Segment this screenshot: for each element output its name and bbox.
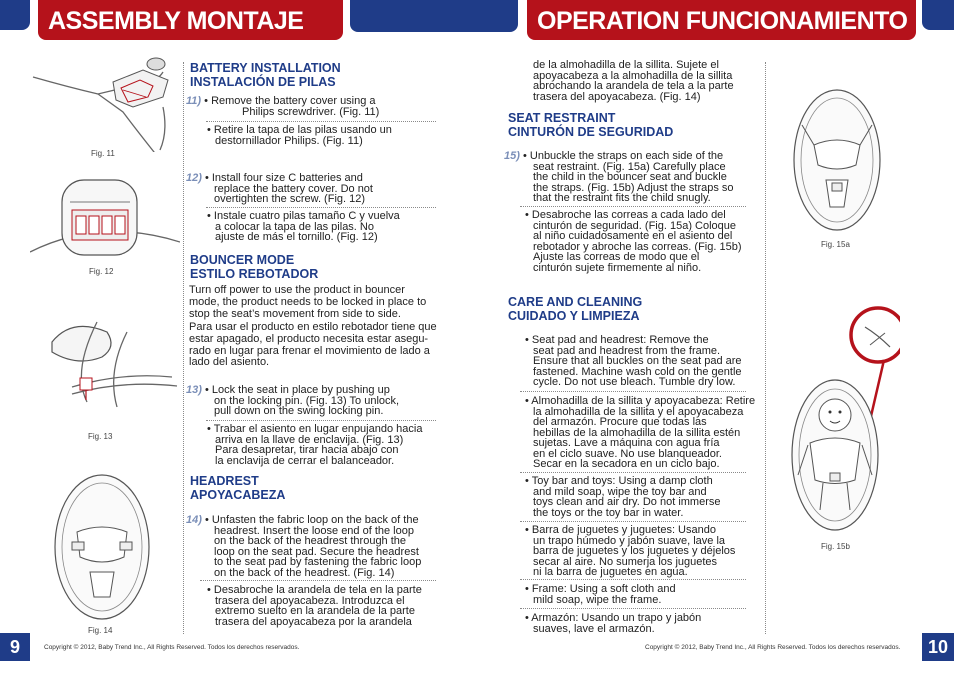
step-14-en-line: headrest. Insert the loose end of the loop xyxy=(214,524,414,537)
care-line: fastened. Machine wash cold on the gentle xyxy=(533,365,742,378)
step-12-es-line: a colocar la tapa de las pilas. No xyxy=(215,220,374,233)
step-14-en-line: to the seat pad by fastening the fabric loop xyxy=(214,556,422,568)
care-line: secar al aire. No sumerja los juguetes xyxy=(533,555,718,568)
divider xyxy=(520,579,746,580)
figure-15a-caption: Fig. 15a xyxy=(821,240,850,249)
step-15-en-line: that the restraint fits the child snugly. xyxy=(533,192,711,204)
care-item-toys-en xyxy=(525,476,720,518)
step-14-es-line: trasera del apoyacabeza por la arandela xyxy=(215,615,412,628)
step-15-en-line: seat restraint. (Fig. 15a) Carefully place xyxy=(533,160,726,173)
care-line: the toys or the toy bar in water. xyxy=(533,506,684,519)
bouncer-en-line: Turn off power to use the product in bouncer xyxy=(189,284,405,296)
bouncer-en-line: mode, the product needs to be locked in place to xyxy=(189,295,427,308)
divider xyxy=(206,121,436,122)
continued-line: de la almohadilla de la sillita. Sujete el xyxy=(533,59,719,71)
figure-15b-child-buckled xyxy=(790,305,900,535)
bouncer-paragraph-es xyxy=(189,322,437,369)
battery-title-es: INSTALACIÓN DE PILAS xyxy=(190,75,336,89)
headrest-title xyxy=(190,474,285,502)
care-line: • Almohadilla de la sillita y apoyacabeza: Retire xyxy=(525,395,756,407)
bouncer-title-en: BOUNCER MODE xyxy=(190,253,295,267)
care-title-es: CUIDADO Y LIMPIEZA xyxy=(508,309,640,323)
step-15-es-line: cinturón de seguridad. (Fig. 15a) Coloque xyxy=(533,219,737,232)
step-12-es xyxy=(207,211,400,243)
step-15-en-line: • Unbuckle the straps on each side of the xyxy=(522,150,724,162)
left-column-divider xyxy=(183,62,184,634)
step-13-es-line: la enclavija de cerrar el balanceador. xyxy=(215,454,395,467)
step-15-es-line: rebotador y abroche las correas. (Fig. 15b) xyxy=(533,240,742,253)
bouncer-es-line: lado del asiento. xyxy=(189,356,270,369)
care-line: un trapo húmedo y jabón suave, lave la xyxy=(533,534,726,547)
figure-15a-seat-restraint xyxy=(792,85,882,235)
care-title xyxy=(508,295,642,323)
step-15-es-line: cinturón sujete firmemente al niño. xyxy=(533,261,702,274)
figure-12-caption: Fig. 12 xyxy=(89,267,114,276)
bouncer-paragraph-en xyxy=(189,285,426,320)
step-14-es-line: • Desabroche la arandela de tela en la parte xyxy=(207,584,422,596)
step-11-es xyxy=(207,125,392,146)
figure-14-caption: Fig. 14 xyxy=(88,626,113,635)
figure-15b-caption: Fig. 15b xyxy=(821,542,850,551)
right-corner-tab xyxy=(922,0,954,30)
right-column-divider xyxy=(765,62,766,634)
step-14-en xyxy=(186,515,421,578)
step-14-es-line: trasera del apoyacabeza. Introduzca el xyxy=(215,594,405,607)
step-15-en xyxy=(504,151,734,204)
care-title-en: CARE AND CLEANING xyxy=(508,295,643,309)
figure-14-headrest xyxy=(52,472,152,622)
care-item-toys-es xyxy=(525,525,735,578)
care-line: toys clean and air dry. Do not immerse xyxy=(533,496,721,508)
headrest-title-es: APOYACABEZA xyxy=(190,488,286,502)
headrest-title-en: HEADREST xyxy=(190,474,259,488)
step-12-en xyxy=(186,173,373,205)
figure-11-battery-cover xyxy=(28,52,178,152)
divider xyxy=(520,206,746,207)
step-15-es xyxy=(525,210,742,273)
care-line: mild soap, wipe the frame. xyxy=(533,593,662,606)
step-11-es-line: • Retire la tapa de las pilas usando un xyxy=(207,124,392,136)
continued-line: trasera del apoyacabeza. (Fig. 14) xyxy=(533,90,701,103)
step-12-en-line: • Install four size C batteries and xyxy=(204,172,363,184)
seat-restraint-title xyxy=(508,111,673,139)
step-11-es-line: destornillador Philips. (Fig. 11) xyxy=(215,134,363,147)
step-13-es xyxy=(207,424,422,466)
step-13-es-line: • Trabar el asiento en lugar enpujando hacia xyxy=(207,423,423,435)
battery-title xyxy=(190,61,341,89)
care-line: hebillas de la almohadilla de la sillita estén xyxy=(533,426,741,439)
step-14-en-line: on the back of the headrest through the xyxy=(214,535,407,547)
care-line: • Toy bar and toys: Using a damp cloth xyxy=(525,475,713,487)
care-item-seat-en xyxy=(525,335,742,388)
figure-13-caption: Fig. 13 xyxy=(88,432,113,441)
step-11-en xyxy=(186,96,379,117)
care-line: Secar en la secadora en un ciclo bajo. xyxy=(533,458,720,470)
figure-11-caption: Fig. 11 xyxy=(91,149,115,158)
bouncer-es-line: Para usar el producto en estilo rebotador tiene que xyxy=(189,321,437,333)
step-14-en-line: loop on the seat pad. Secure the headrest xyxy=(214,545,419,558)
care-line: • Barra de juguetes y juguetes: Usando xyxy=(525,524,716,536)
step-14-en-line: on the back of the headrest. (Fig. 14) xyxy=(214,566,395,579)
right-page-header: OPERATION FUNCIONAMIENTO xyxy=(527,0,916,40)
step-13-en-line: on the locking pin. (Fig. 13) To unlock, xyxy=(214,394,400,407)
care-line: suaves, lave el armazón. xyxy=(533,622,655,635)
care-line: • Seat pad and headrest: Remove the xyxy=(525,334,709,346)
left-page-number: 9 xyxy=(0,633,30,661)
step-14-es xyxy=(207,585,422,627)
care-line: cycle. Do not use bleach. Tumble dry low. xyxy=(533,376,736,388)
divider xyxy=(520,472,746,473)
continued-line: abrochando la arandela de tela a la parte xyxy=(533,80,734,92)
step-15-number: 15) xyxy=(504,150,520,162)
step-15-en-line: the child in the bouncer seat and buckle xyxy=(533,171,727,183)
step-13-es-line: arriva en la llave de enclavija. (Fig. 13) xyxy=(215,433,404,446)
continued-line: apoyacabeza a la almohadilla de la sillita xyxy=(533,69,733,82)
left-corner-tab xyxy=(0,0,30,30)
step-13-es-line: Para desapretar, tirar hacia abajo con xyxy=(215,444,399,456)
figure-12-battery-compartment xyxy=(30,172,180,267)
seat-title-en: SEAT RESTRAINT xyxy=(508,111,616,125)
divider xyxy=(206,207,436,208)
seat-title-es: CINTURÓN DE SEGURIDAD xyxy=(508,125,674,139)
care-item-seat-es xyxy=(525,396,755,470)
care-line: barra de juguetes y los juguetes y déjelos xyxy=(533,545,736,557)
right-page-number: 10 xyxy=(922,633,954,661)
left-page-header: ASSEMBLY MONTAJE xyxy=(38,0,343,40)
care-line: en el ciclo suave. No use blanqueador. xyxy=(533,447,722,460)
care-line: ni la barra de juguetes en agua. xyxy=(533,566,688,578)
divider xyxy=(206,420,436,421)
step-12-en-line: overtighten the screw. (Fig. 12) xyxy=(214,193,366,205)
care-item-frame-es xyxy=(525,613,701,634)
care-line: del armazón. Procure que todas las xyxy=(533,416,707,428)
step-15-es-line: Ajuste las correas de modo que el xyxy=(533,251,700,263)
care-line: Ensure that all buckles on the seat pad are xyxy=(533,355,742,367)
step-13-en-line: • Lock the seat in place by pushing up xyxy=(204,384,390,396)
step-11-en-line: • Remove the battery cover using a xyxy=(204,95,376,107)
care-line: sujetas. Lave a máquina con agua fría xyxy=(533,437,720,449)
step-12-en-line: replace the battery cover. Do not xyxy=(214,182,373,195)
step-14-en-line: • Unfasten the fabric loop on the back of the xyxy=(204,514,419,526)
step-11-number: 11) xyxy=(186,95,202,107)
care-item-frame-en xyxy=(525,584,676,605)
step-15-es-line: • Desabroche las correas a cada lado del xyxy=(525,209,726,221)
step-12-es-line: • Instale cuatro pilas tamaño C y vuelva xyxy=(207,210,400,222)
left-copyright: Copyright © 2012, Baby Trend Inc., All Rights Reserved. Todos los derechos reservados. xyxy=(44,644,300,651)
step-13-number: 13) xyxy=(186,384,202,396)
care-line: la almohadilla de la sillita y el apoyacabeza xyxy=(533,405,744,418)
divider xyxy=(200,580,436,581)
divider xyxy=(520,608,746,609)
step-14-es-line: extremo suelto en la arandela de la parte xyxy=(215,605,415,617)
headrest-continued xyxy=(533,60,734,102)
divider xyxy=(520,391,746,392)
step-14-number: 14) xyxy=(186,514,202,526)
step-12-es-line: ajuste de más el tornillo. (Fig. 12) xyxy=(215,231,378,243)
divider xyxy=(520,521,746,522)
step-11-en-line: Philips screwdriver. (Fig. 11) xyxy=(242,105,380,118)
bouncer-en-line: stop the seat’s movement from side to side. xyxy=(189,307,401,320)
bouncer-title-es: ESTILO REBOTADOR xyxy=(190,267,319,281)
step-13-en xyxy=(186,385,399,417)
step-15-en-line: the straps. (Fig. 15b) Adjust the straps so xyxy=(533,181,734,194)
care-line: • Armazón: Usando un trapo y jabón xyxy=(525,612,702,624)
step-15-es-line: al niño cuidadosamente en el asiento del xyxy=(533,230,733,242)
right-copyright: Copyright © 2012, Baby Trend Inc., All Rights Reserved. Todos los derechos reservados. xyxy=(645,644,901,651)
step-13-en-line: pull down on the swing locking pin. xyxy=(214,405,384,417)
care-line: and mild soap, wipe the toy bar and xyxy=(533,485,707,498)
battery-title-en: BATTERY INSTALLATION xyxy=(190,61,341,75)
left-blue-tab xyxy=(350,0,518,32)
bouncer-es-line: estar apagado, el producto necesita estar asegu- xyxy=(189,332,429,345)
bouncer-title xyxy=(190,253,318,281)
care-line: • Frame: Using a soft cloth and xyxy=(525,583,676,595)
figure-13-locking-pin xyxy=(32,312,182,422)
step-12-number: 12) xyxy=(186,172,202,184)
bouncer-es-line: rado en lugar para frenar el movimiento de lado a xyxy=(189,344,430,357)
care-line: seat pad and headrest from the frame. xyxy=(533,344,721,357)
